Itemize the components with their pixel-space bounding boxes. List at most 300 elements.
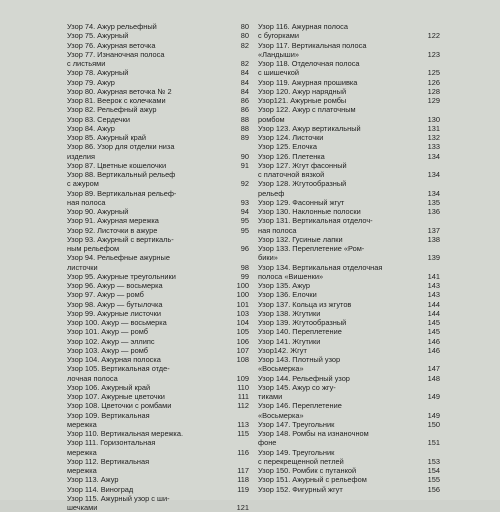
- toc-entry: [67, 364, 249, 383]
- toc-entry-line: Узор 78. Ажурный: [67, 68, 129, 78]
- toc-entry-line: Узор 132. Гусиные лапки: [258, 234, 343, 244]
- toc-entry-title: [258, 152, 418, 161]
- toc-entry: [258, 244, 440, 263]
- toc-page-number: 108: [236, 355, 249, 364]
- toc-page-number: 143: [427, 290, 440, 300]
- toc-page-number: 113: [237, 419, 249, 429]
- toc-entry-line: Узор 136. Елочки: [258, 290, 317, 300]
- toc-page-number: 146: [427, 345, 440, 355]
- toc-entry: [67, 392, 249, 401]
- toc-page-number: 145: [427, 318, 440, 327]
- toc-entry-line: Узор 139. Жгутообразный: [258, 318, 347, 327]
- toc-entry-line: Узор 141. Жгутики: [258, 336, 321, 346]
- toc-page-number: 154: [427, 466, 440, 475]
- toc-entry-line: Узор 144. Рельефный узор: [258, 373, 350, 383]
- toc-entry-line: Узор 106. Ажурный край: [67, 382, 151, 392]
- toc-entry-title: [258, 87, 418, 96]
- toc-entry-line: Узор 129. Фасонный жгут: [258, 197, 345, 207]
- toc-entry-line: «Ландыши»: [258, 49, 299, 59]
- toc-page-number: 126: [427, 77, 440, 87]
- toc-entry-line: Узор 124. Листочки: [258, 133, 324, 142]
- toc-entry-title: [258, 420, 418, 429]
- toc-entry-line: Узор 133. Переплетение «Ром-: [258, 244, 365, 253]
- toc-page-number: 101: [236, 299, 249, 309]
- toc-entry-title: [258, 309, 418, 318]
- toc-entry-line: Узор 93. Ажурный с вертикаль-: [67, 234, 174, 244]
- toc-entry: [258, 485, 440, 494]
- toc-entry-title: [258, 133, 418, 142]
- toc-entry-line: Узор 97. Ажур — ромб: [67, 290, 144, 300]
- toc-entry-line: Узор 137. Кольца из жгутов: [258, 299, 352, 309]
- toc-entry-title: [258, 327, 418, 336]
- toc-page-number: 106: [236, 336, 249, 346]
- toc-entry: [258, 78, 440, 87]
- toc-page-number: 84: [240, 68, 249, 78]
- toc-entry-title: [258, 475, 418, 484]
- toc-page-number: 86: [240, 105, 249, 115]
- toc-entry: [67, 475, 249, 484]
- toc-entry-title: [67, 189, 227, 208]
- toc-page-number: 119: [237, 484, 249, 494]
- toc-entry-title: [67, 50, 227, 69]
- toc-page-number: 110: [237, 382, 249, 392]
- toc-page-number: 116: [237, 447, 249, 457]
- toc-entry: [258, 300, 440, 309]
- toc-entry: [67, 281, 249, 290]
- toc-entry-title: [67, 337, 227, 346]
- toc-entry-line: Узор 130. Наклонные полоски: [258, 207, 361, 216]
- toc-entry: [67, 494, 249, 512]
- toc-entry-title: [67, 457, 227, 476]
- toc-page-number: 95: [240, 216, 249, 226]
- toc-entry-line: Узор 117. Вертикальная полоса: [258, 40, 367, 50]
- toc-entry-line: Узор 86. Узор для отделки низа: [67, 142, 175, 152]
- toc-entry-title: [67, 115, 227, 124]
- toc-entry: [258, 346, 440, 355]
- toc-entry-line: ная полоса: [258, 225, 297, 235]
- toc-entry: [258, 41, 440, 60]
- toc-entry-title: [258, 216, 418, 235]
- toc-entry-line: Узор 110. Вертикальная мережка.: [67, 429, 183, 438]
- toc-page-number: 136: [427, 207, 440, 216]
- toc-page-number: 99: [240, 271, 249, 281]
- toc-entry-line: с шишечкой: [258, 68, 300, 78]
- toc-entry: [258, 429, 440, 448]
- toc-entry: [67, 290, 249, 299]
- toc-entry-title: [67, 142, 227, 161]
- toc-entry: [258, 263, 440, 282]
- toc-entry-line: с ажуром: [67, 179, 99, 189]
- toc-entry: [67, 401, 249, 410]
- toc-entry-title: [67, 68, 227, 77]
- toc-entry: [67, 78, 249, 87]
- toc-entry-line: ная полоса: [67, 197, 106, 207]
- toc-entry: [258, 207, 440, 216]
- toc-entry-title: [67, 41, 227, 50]
- toc-entry-title: [258, 59, 418, 78]
- toc-entry-line: Узор 95. Ажурные треугольники: [67, 271, 176, 281]
- toc-page-number: 86: [240, 96, 249, 105]
- toc-entry-title: [258, 290, 418, 299]
- toc-entry-title: [67, 133, 227, 142]
- toc-entry: [67, 31, 249, 40]
- toc-entry: [67, 272, 249, 281]
- toc-entry: [67, 457, 249, 476]
- toc-entry-line: тиками: [258, 392, 283, 401]
- toc-entry: [258, 355, 440, 374]
- toc-page-number: 98: [240, 262, 249, 272]
- toc-entry-line: Узор 103. Ажур — ромб: [67, 345, 148, 355]
- toc-entry: [67, 189, 249, 208]
- toc-entry-line: Узор 152. Фигурный жгут: [258, 484, 343, 494]
- toc-entry-title: [67, 494, 227, 512]
- toc-entry-line: Узор 150. Ромбик с путанкой: [258, 466, 357, 475]
- toc-entry-line: Узор 127. Жгут фасонный: [258, 160, 347, 170]
- toc-entry-line: Узор 108. Цветочки с ромбами: [67, 401, 172, 411]
- toc-entry: [258, 161, 440, 180]
- toc-entry-title: [67, 364, 227, 383]
- toc-entry-title: [67, 327, 227, 336]
- toc-entry-title: [258, 401, 418, 420]
- toc-entry: [258, 96, 440, 105]
- toc-entry-line: с листьями: [67, 59, 106, 68]
- toc-entry-title: [67, 235, 227, 254]
- toc-entry: [258, 401, 440, 420]
- toc-entry-title: [67, 31, 227, 40]
- toc-entry-line: Узор 115. Ажурный узор с ши-: [67, 493, 170, 503]
- toc-entry-title: [67, 105, 227, 114]
- toc-entry-title: [67, 22, 227, 31]
- toc-entry-title: [258, 244, 418, 263]
- toc-page-number: 122: [427, 31, 440, 41]
- toc-entry: [258, 235, 440, 244]
- toc-entry: [67, 115, 249, 124]
- toc-entry: [67, 355, 249, 364]
- toc-entry-line: Узор 114. Виноград: [67, 484, 134, 494]
- toc-page-number: 100: [236, 281, 249, 290]
- toc-entry-line: лочная полоса: [67, 373, 118, 383]
- toc-entry-line: ным рельефом: [67, 244, 120, 253]
- toc-page-number: 149: [427, 392, 440, 401]
- toc-page-number: 117: [237, 466, 249, 475]
- toc-entry: [258, 133, 440, 142]
- toc-page-number: 84: [240, 86, 249, 96]
- toc-entry-title: [258, 337, 418, 346]
- toc-entry-line: шечками: [67, 503, 98, 512]
- toc-page-number: 149: [427, 410, 440, 420]
- toc-entry-line: Узор 134. Вертикальная отделочная: [258, 262, 383, 272]
- toc-entry-title: [67, 309, 227, 318]
- toc-entry-line: Узор 128. Жгутообразный: [258, 179, 347, 189]
- toc-entry-line: Узор 104. Ажурная полоска: [67, 355, 161, 364]
- toc-entry-line: Узор 112. Вертикальная: [67, 456, 150, 466]
- toc-entry: [258, 198, 440, 207]
- toc-entry-title: [67, 318, 227, 327]
- toc-entry: [258, 59, 440, 78]
- toc-page-number: 115: [237, 429, 249, 438]
- toc-entry-line: Узор 119. Ажурная прошивка: [258, 77, 358, 87]
- toc-entry: [67, 309, 249, 318]
- toc-entry-line: «Восьмерка»: [258, 410, 304, 420]
- toc-entry-line: Узор 146. Переплетение: [258, 401, 342, 411]
- toc-page-number: 111: [237, 392, 249, 401]
- toc-entry-title: [258, 198, 418, 207]
- toc-entry-title: [258, 263, 418, 282]
- toc-entry-title: [258, 448, 418, 467]
- toc-page-number: 146: [427, 336, 440, 346]
- toc-page-number: 80: [240, 31, 249, 41]
- toc-entry-title: [67, 411, 227, 430]
- toc-page-number: 144: [427, 308, 440, 318]
- toc-entry-line: мережка: [67, 466, 97, 475]
- toc-entry-line: Узор 113. Ажур: [67, 475, 119, 485]
- toc-page-number: 151: [427, 438, 440, 448]
- toc-entry-title: [67, 226, 227, 235]
- toc-entry-line: Узор 116. Ажурная полоса: [258, 22, 348, 31]
- toc-entry-title: [258, 318, 418, 327]
- toc-page-number: 134: [427, 170, 440, 179]
- toc-page-number: 144: [427, 299, 440, 309]
- toc-entry: [67, 337, 249, 346]
- toc-entry: [67, 68, 249, 77]
- toc-entry-line: Узор 79. Ажур: [67, 77, 115, 87]
- toc-entry-line: Узор 91. Ажурная мережка: [67, 216, 159, 226]
- toc-entry-line: Узор 145. Ажур со жгу-: [258, 382, 336, 392]
- toc-entry: [258, 383, 440, 402]
- toc-entry-line: Узор 120. Ажур нарядный: [258, 86, 347, 96]
- toc-entry: [258, 475, 440, 484]
- toc-entry-line: Узор 125. Елочка: [258, 142, 317, 152]
- toc-entry-line: Узор142. Жгут: [258, 345, 307, 355]
- toc-entry: [258, 22, 440, 41]
- toc-page-number: 89: [240, 133, 249, 142]
- toc-entry-line: Узор 102. Ажур — эллипс: [67, 336, 155, 346]
- toc-page-number: 109: [236, 373, 249, 383]
- toc-entry: [67, 411, 249, 430]
- toc-entry-title: [258, 78, 418, 87]
- toc-page-number: 80: [240, 22, 249, 31]
- toc-page-number: 91: [240, 160, 249, 170]
- toc-page-number: 153: [427, 456, 440, 466]
- toc-page-number: 147: [427, 364, 440, 374]
- toc-entry-title: [258, 179, 418, 198]
- toc-page-number: 104: [236, 318, 249, 327]
- toc-entry: [258, 152, 440, 161]
- toc-page-number: 155: [427, 475, 440, 485]
- toc-entry-title: [67, 161, 227, 170]
- toc-entry: [67, 22, 249, 31]
- toc-page-number: 135: [427, 197, 440, 207]
- toc-entry-title: [258, 142, 418, 151]
- toc-page-number: 82: [240, 40, 249, 50]
- toc-entry-title: [258, 124, 418, 133]
- toc-entry-line: Узор 76. Ажурная веточка: [67, 40, 156, 50]
- toc-page-number: 156: [427, 484, 440, 494]
- toc-page-number: 129: [427, 96, 440, 105]
- toc-page-number: 131: [427, 123, 440, 133]
- toc-entry-line: с бугорками: [258, 31, 299, 41]
- toc-page-number: 105: [236, 327, 249, 337]
- toc-page-number: 132: [427, 133, 440, 142]
- toc-entry-title: [258, 355, 418, 374]
- toc-page-number: 90: [240, 151, 249, 161]
- toc-page-number: 82: [240, 59, 249, 68]
- toc-entry-line: Узор 148. Ромбы на изнаночном: [258, 429, 369, 438]
- toc-entry-line: мережка: [67, 447, 97, 457]
- toc-page-number: 103: [236, 308, 249, 318]
- toc-entry-line: Узор 151. Ажурный с рельефом: [258, 475, 367, 485]
- toc-page-number: 130: [427, 114, 440, 124]
- toc-page-number: 150: [427, 419, 440, 429]
- toc-entry: [67, 142, 249, 161]
- toc-entry-title: [67, 346, 227, 355]
- toc-entry: [67, 50, 249, 69]
- toc-entry-line: Узор 107. Ажурные цветочки: [67, 392, 165, 401]
- toc-entry: [258, 281, 440, 290]
- toc-entry-title: [258, 374, 418, 383]
- toc-entry: [258, 448, 440, 467]
- toc-entry: [258, 124, 440, 133]
- toc-entry: [67, 383, 249, 392]
- toc-page-number: 133: [427, 142, 440, 152]
- toc-page-number: 84: [240, 77, 249, 87]
- toc-entry-line: Узор 99. Ажурные листочки: [67, 308, 162, 318]
- toc-entry: [67, 346, 249, 355]
- toc-entry-title: [258, 429, 418, 448]
- toc-entry-title: [67, 78, 227, 87]
- toc-entry: [67, 96, 249, 105]
- toc-page-number: 88: [240, 114, 249, 124]
- toc-entry-line: Узор 101. Ажур — ромб: [67, 327, 148, 337]
- toc-entry-title: [258, 485, 418, 494]
- toc-entry-line: Узор 135. Ажур: [258, 281, 310, 290]
- toc-entry-line: Узор 92. Листочки в ажуре: [67, 225, 158, 235]
- toc-page-number: 95: [240, 225, 249, 235]
- toc-entry: [258, 87, 440, 96]
- toc-entry-title: [67, 429, 227, 438]
- toc-entry-title: [67, 281, 227, 290]
- toc-entry: [67, 226, 249, 235]
- toc-entry: [258, 142, 440, 151]
- toc-entry-line: Узор 80. Ажурная веточка № 2: [67, 86, 172, 96]
- toc-column-left: [67, 22, 249, 512]
- toc-entry: [258, 327, 440, 336]
- toc-entry-line: Узор 126. Плетенка: [258, 151, 325, 161]
- toc-entry: [258, 374, 440, 383]
- toc-entry-line: Узор 149. Треугольник: [258, 447, 335, 457]
- toc-entry-title: [258, 22, 418, 41]
- toc-entry-title: [67, 383, 227, 392]
- toc-entry: [67, 41, 249, 50]
- toc-entry-line: фоне: [258, 438, 277, 448]
- toc-entry-title: [67, 253, 227, 272]
- toc-entry-title: [258, 161, 418, 180]
- toc-entry-title: [67, 401, 227, 410]
- toc-entry-title: [258, 466, 418, 475]
- toc-page-number: 96: [240, 244, 249, 253]
- toc-entry-title: [258, 105, 418, 124]
- toc-entry-line: Узор 105. Вертикальная отде-: [67, 364, 170, 374]
- toc-entry-title: [258, 300, 418, 309]
- toc-entry: [67, 170, 249, 189]
- toc-entry-title: [258, 207, 418, 216]
- toc-entry: [67, 105, 249, 114]
- toc-entry-line: изделия: [67, 151, 95, 161]
- toc-entry: [258, 309, 440, 318]
- toc-entry: [258, 290, 440, 299]
- toc-entry-line: бики»: [258, 253, 278, 263]
- toc-entry-line: Узор 88. Вертикальный рельеф: [67, 170, 176, 179]
- toc-page-number: 118: [237, 475, 249, 485]
- toc-entry-line: Узор 143. Плотный узор: [258, 355, 341, 364]
- toc-entry-line: с перекрещенной петлей: [258, 456, 344, 466]
- toc-entry-line: Узор 118. Отделочная полоса: [258, 59, 360, 68]
- toc-entry-title: [258, 281, 418, 290]
- toc-entry: [67, 207, 249, 216]
- toc-page-number: 93: [240, 197, 249, 207]
- toc-entry-title: [67, 87, 227, 96]
- toc-entry-line: Узор 123. Ажур вертикальный: [258, 123, 361, 133]
- toc-entry-title: [258, 235, 418, 244]
- toc-entry-line: Узор 74. Ажур рельефный: [67, 22, 157, 31]
- toc-entry-line: Узор 131. Вертикальная отделоч-: [258, 216, 373, 226]
- toc-page-number: 134: [427, 188, 440, 198]
- toc-page-number: 137: [427, 225, 440, 235]
- toc-entry-title: [67, 216, 227, 225]
- toc-page-number: 121: [236, 503, 249, 512]
- toc-entry-line: Узор 84. Ажур: [67, 123, 115, 133]
- toc-entry: [258, 420, 440, 429]
- toc-page-number: 125: [427, 68, 440, 78]
- toc-entry-line: полоса «Вишенки»: [258, 271, 324, 281]
- toc-entry-title: [67, 392, 227, 401]
- toc-entry-title: [67, 355, 227, 364]
- toc-entry-line: Узор 85. Ажурный край: [67, 133, 147, 142]
- toc-page-number: 100: [236, 290, 249, 300]
- toc-page-number: 112: [237, 401, 249, 411]
- toc-page-number: 128: [427, 86, 440, 96]
- toc-entry: [67, 438, 249, 457]
- toc-page-number: 123: [427, 49, 440, 59]
- toc-column-right: [258, 22, 440, 494]
- toc-entry-line: Узор 96. Ажур — восьмерка: [67, 281, 163, 290]
- toc-entry-line: Узор 138. Жгутики: [258, 308, 321, 318]
- toc-entry-line: Узор 140. Переплетение: [258, 327, 342, 337]
- toc-entry-line: «Восьмерка»: [258, 364, 304, 374]
- toc-entry-title: [67, 170, 227, 189]
- toc-entry: [258, 216, 440, 235]
- toc-entry-title: [258, 41, 418, 60]
- toc-entry-line: с платочной вязкой: [258, 170, 325, 179]
- toc-entry-title: [67, 290, 227, 299]
- toc-entry: [67, 429, 249, 438]
- toc-page-number: 148: [427, 373, 440, 383]
- toc-page-number: 88: [240, 123, 249, 133]
- toc-entry-title: [258, 96, 418, 105]
- toc-entry-title: [67, 96, 227, 105]
- toc-entry-title: [67, 207, 227, 216]
- toc-entry: [67, 124, 249, 133]
- toc-entry-title: [258, 346, 418, 355]
- toc-entry: [67, 87, 249, 96]
- toc-page-number: 134: [427, 151, 440, 161]
- toc-entry: [258, 318, 440, 327]
- toc-entry-line: Узор 87. Цветные кошелочки: [67, 160, 167, 170]
- toc-entry-line: Узор 109. Вертикальная: [67, 410, 150, 420]
- toc-page-number: 94: [240, 207, 249, 216]
- toc-page-number: 92: [240, 179, 249, 189]
- toc-entry-line: Узор 83. Сердечки: [67, 114, 130, 124]
